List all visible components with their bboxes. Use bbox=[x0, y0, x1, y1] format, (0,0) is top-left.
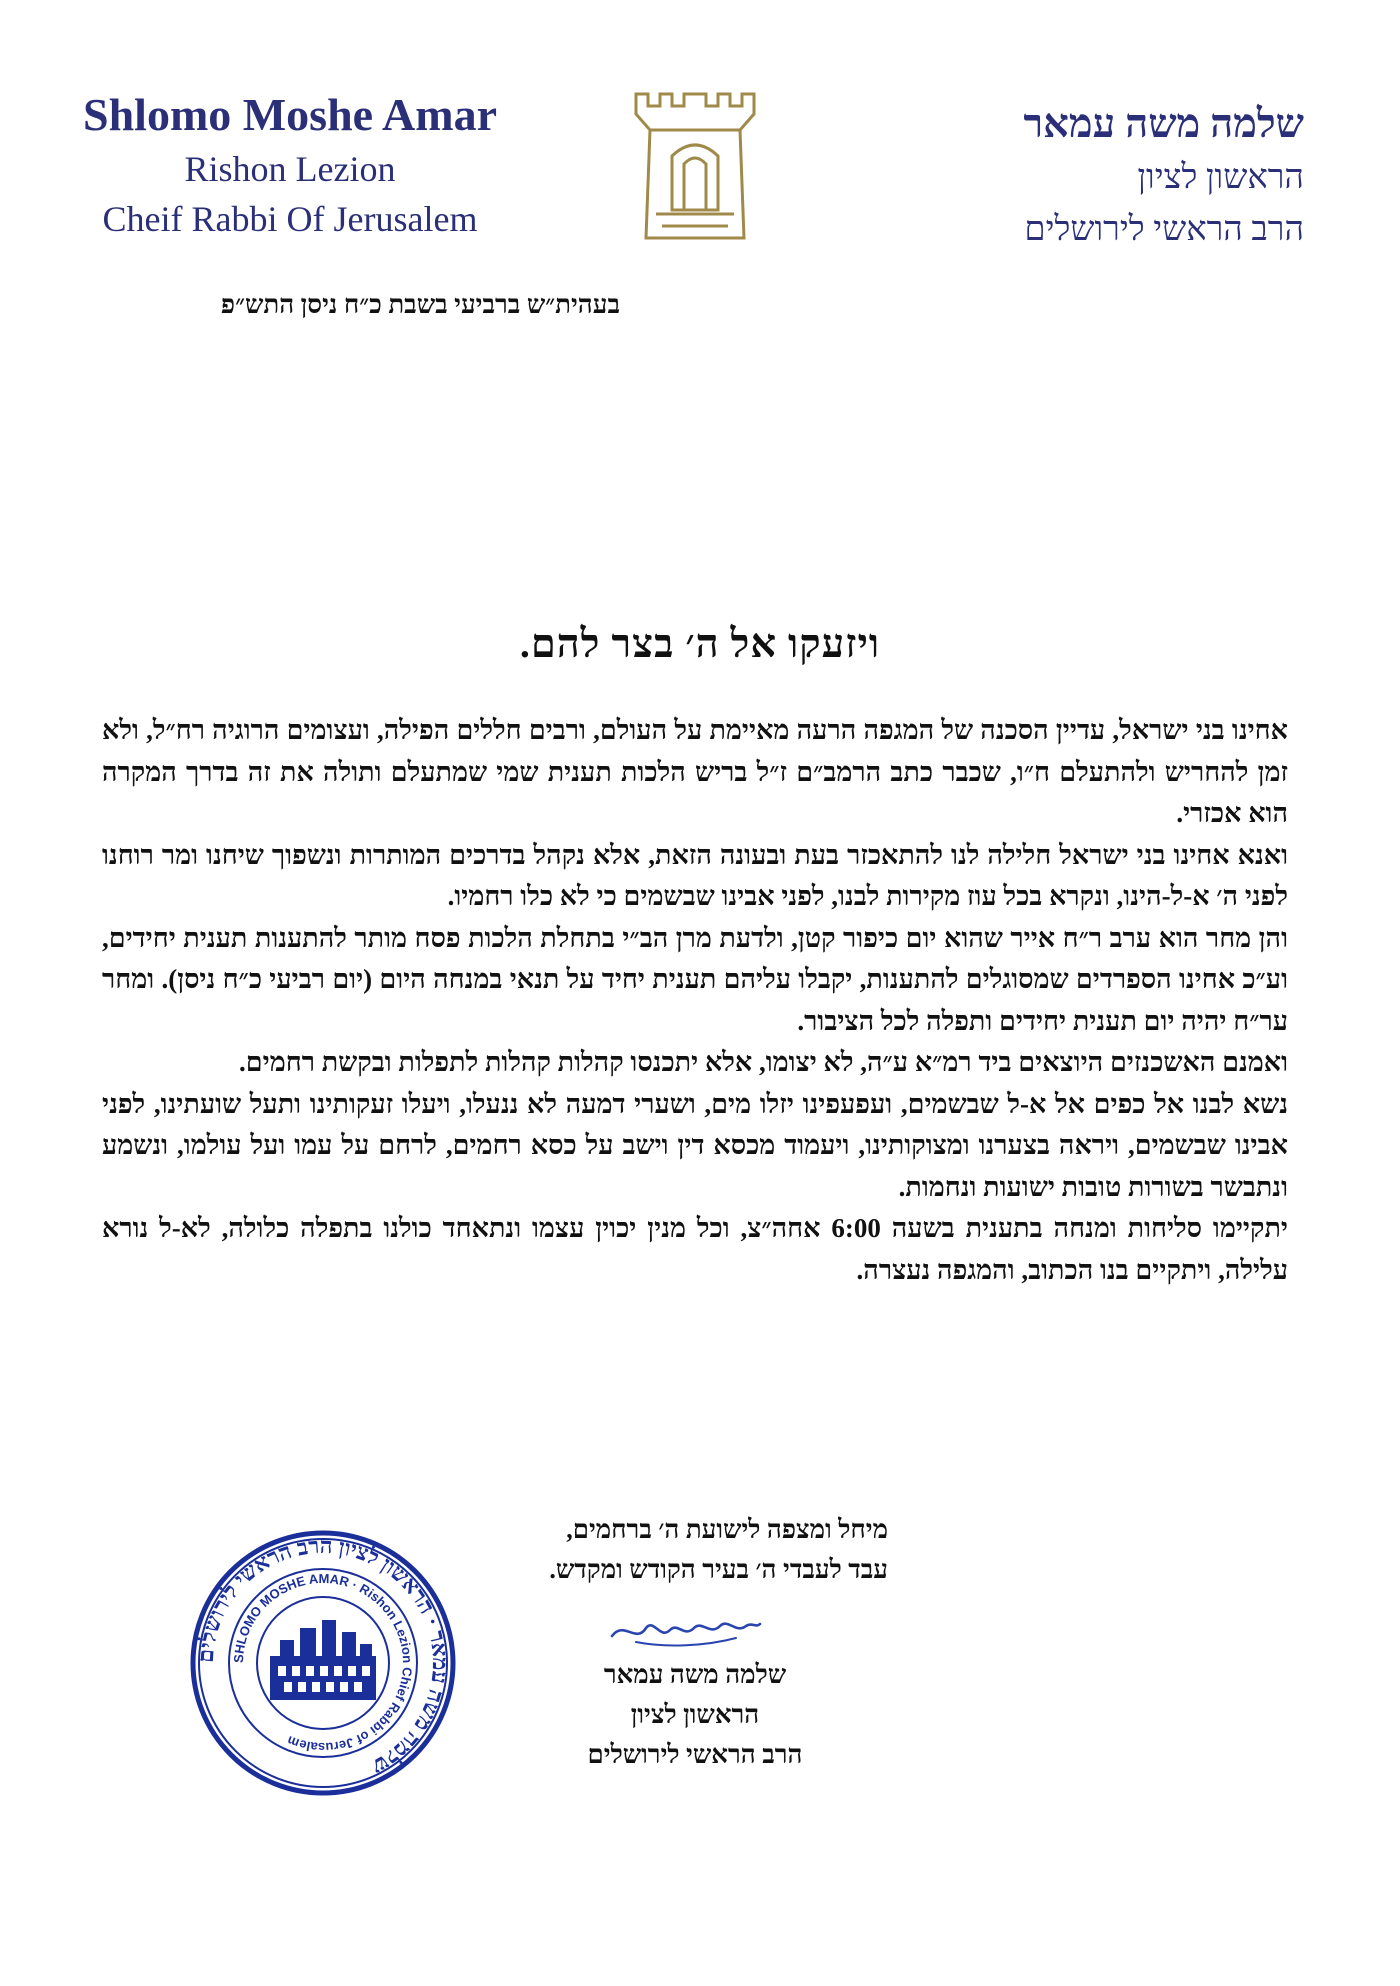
english-name: Shlomo Moshe Amar bbox=[83, 89, 497, 140]
tower-emblem-icon bbox=[632, 90, 758, 242]
signer-title: הראשון לציון bbox=[630, 1700, 760, 1729]
hebrew-subtitle: הרב הראשי לירושלים bbox=[1024, 211, 1304, 248]
date-line: בעהית״ש ברביעי בשבת כ״ח ניסן התש״פ bbox=[220, 290, 620, 319]
body-paragraph: ואמנם האשכנזים היוצאים ביד רמ״א ע״ה, לא יצומו, אלא יתכנסו קהלות קהלות לתפלות ובקשת רחמים. bbox=[239, 1047, 1288, 1077]
official-stamp bbox=[188, 1528, 458, 1798]
letter-heading: ויזעקו אל ה׳ בצר להם. bbox=[519, 621, 881, 666]
letter-body bbox=[102, 710, 1288, 1291]
signer-name: שלמה משה עמאר bbox=[603, 1660, 787, 1689]
letterhead-hebrew bbox=[884, 96, 1304, 256]
stamp-outer-text: שלמה משה עמאר · הראשון לציון הרב הראשי לירושלים bbox=[192, 1532, 454, 1780]
closing-lines bbox=[549, 1510, 888, 1590]
body-paragraph: ואנא אחינו בני ישראל חלילה לנו להתאכזר בעת ובעונה הזאת, אלא נקהל בדרכים המותרות ונשפוך שיחנו ומר רוחנו לפני ה׳ א-ל-הינו, ונקרא בכל עוז מקירות לבנו, לפני אבינו שבשמים כי לא כלו רחמיו. bbox=[102, 839, 1288, 911]
closing-line: מיחל ומצפה לישועת ה׳ ברחמים, bbox=[566, 1515, 888, 1544]
body-paragraph: והן מחר הוא ערב ר״ח אייר שהוא יום כיפור קטן, ולדעת מרן הב״י בתחלת הלכות פסח מותר להתענות תענית יחידים, וע״כ אחינו הספרדים שמסוגלים להתענות, יקבלו עליהם תענית יחיד על תנאי במנחה היום (יום רביעי כ״ח ניסן). ומחר ער״ח יהיה יום תענית יחידים ותפלה לכל הציבור. bbox=[102, 922, 1288, 1036]
letterhead-english bbox=[60, 86, 520, 244]
signature-block bbox=[545, 1655, 845, 1775]
stamp-inner-text: SHLOMO MOSHE AMAR · Rishon Lezion Chief Rabbi of Jerusalem bbox=[230, 1570, 416, 1756]
english-title: Rishon Lezion bbox=[184, 149, 396, 189]
body-paragraph: נשא לבנו אל כפים אל א-ל שבשמים, ועפעפינו יזלו מים, ושערי דמעה לא ננעלו, ויעלו זעקותינו ותעל שועתינו, לפני אבינו שבשמים, ויראה בצערנו ומצוקותינו, ויעמוד מכסא דין וישב על כסא רחמים, לרחם על עמו ועל עולמו, ונשמע ונתבשר בשורות טובות ישועות ונחמות. bbox=[102, 1088, 1288, 1202]
handwritten-signature bbox=[606, 1606, 766, 1654]
signer-subtitle: הרב הראשי לירושלים bbox=[587, 1740, 803, 1769]
english-subtitle: Cheif Rabbi Of Jerusalem bbox=[102, 199, 478, 239]
closing-line: עבד לעבדי ה׳ בעיר הקודש ומקדש. bbox=[549, 1555, 888, 1584]
hebrew-name: שלמה משה עמאר bbox=[1023, 101, 1304, 146]
hebrew-title: הראשון לציון bbox=[1137, 159, 1304, 196]
body-paragraph: יתקיימו סליחות ומנחה בתענית בשעה 6:00 אחה״צ, וכל מנין יכוין עצמו ונתאחד כולנו בתפלה כלולה, לא-ל נורא עלילה, ויתקיים בנו הכתוב, והמגפה נעצרה. bbox=[102, 1213, 1288, 1285]
body-paragraph: אחינו בני ישראל, עדיין הסכנה של המגפה הרעה מאיימת על העולם, ורבים חללים הפילה, ועצומים הרוגיה רח״ל, ולא זמן להחריש ולהתעלם ח״ו, שכבר כתב הרמב״ם ז״ל בריש הלכות תענית שמי שמתעלם ותולה את זה בדרך המקרה הוא אכזרי. bbox=[102, 715, 1288, 828]
